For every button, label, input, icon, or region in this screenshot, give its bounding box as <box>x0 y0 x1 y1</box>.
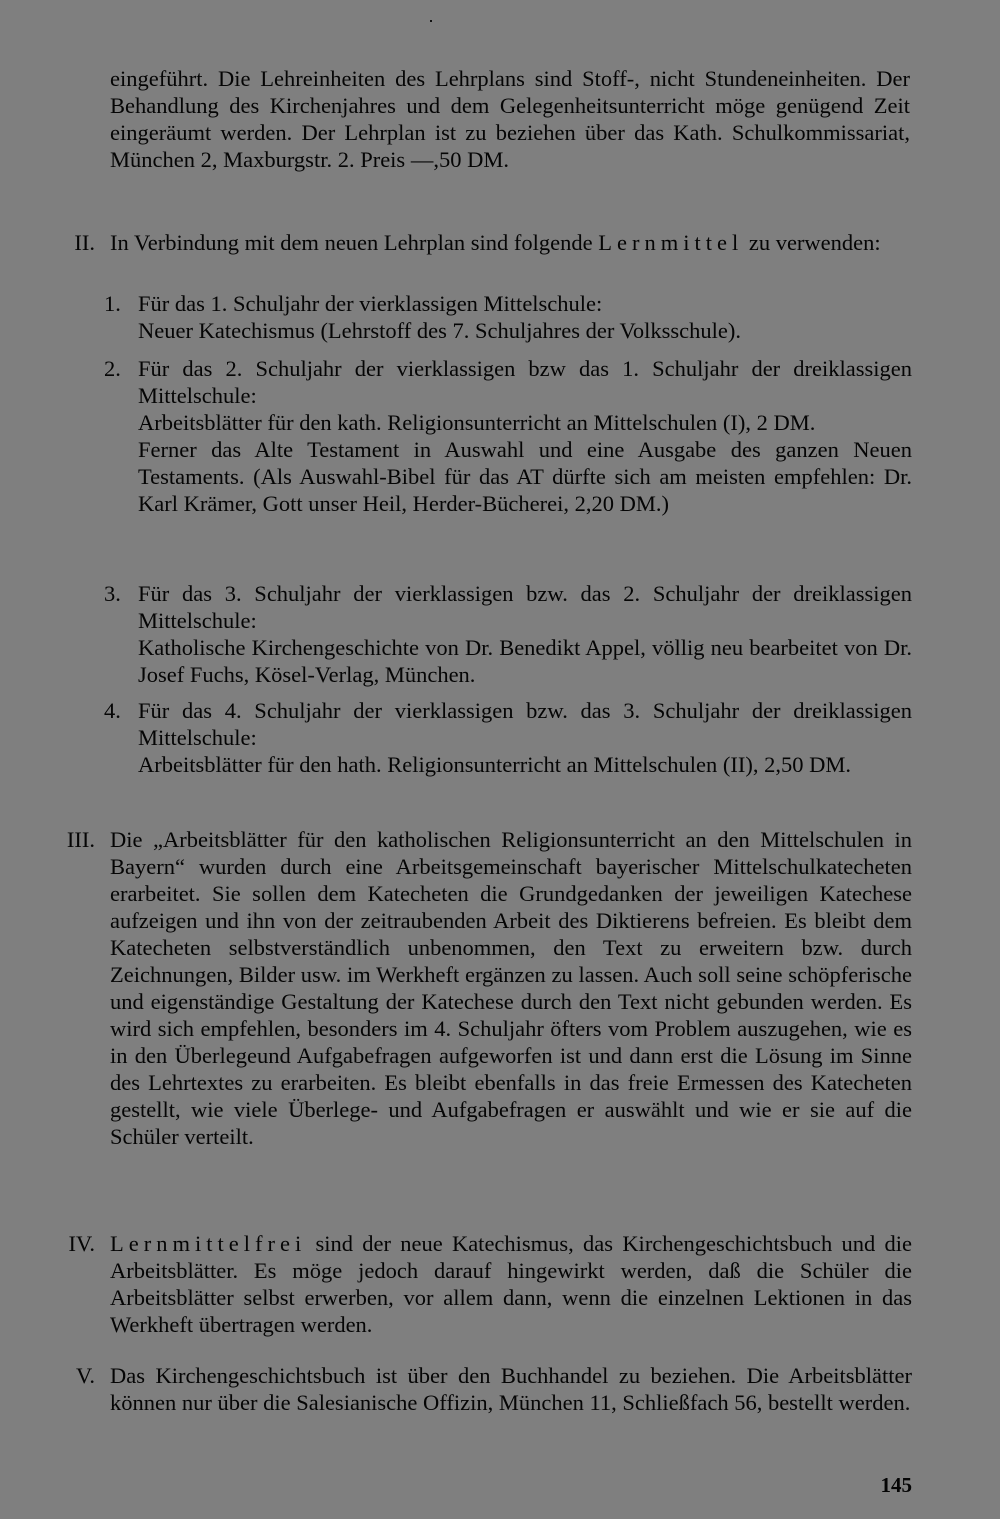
section-iv-spaced-term: Lernmittelfrei <box>110 1231 307 1256</box>
item-1-line-2: Neuer Katechismus (Lehrstoff des 7. Schuljahres der Volksschule). <box>138 318 741 343</box>
item-4-number: 4. <box>104 698 121 723</box>
section-iii-paragraph: Die „Arbeitsblätter für den katholischen Religionsunterricht an den Mittelschulen in Bayern“ wurden durch eine Arbeitsgemeinschaft bayerischer Mittelschulkatecheten erarbeitet. Sie sollen dem Katecheten die Grundgedanken der jeweiligen Katechese aufzeigen und ihn von der zeitraubenden Arbeit des Diktierens befreien. Es bleibt dem Katecheten selbstverständlich unbenommen, den Text zu erweitern bzw. durch Zeichnungen, Bilder usw. im Werkheft ergänzen zu lassen. Auch soll seine schöpferische und eigenständige Gestaltung der Katechese durch den Text nicht gebunden werden. Es wird sich empfehlen, besonders im 4. Schuljahr öfters vom Problem auszugehen, wie es in den Überlegeund Aufgabefragen aufgeworfen ist und dann erst die Lösung im Sinne des Lehrtextes zu erarbeiten. Es bleibt ebenfalls in das freie Ermessen des Katecheten gestellt, wie viele Überlege- und Aufgabefragen er auswählt und wie er sie auf die Schüler verteilt. <box>110 827 912 1149</box>
item-2-body <box>138 355 912 517</box>
section-ii-text-before: In Verbindung mit dem neuen Lehrplan sind folgende <box>110 230 599 255</box>
speck-mark <box>430 20 432 22</box>
page-number: 145 <box>880 1473 912 1497</box>
section-ii-intro <box>110 229 912 256</box>
section-iii-numeral: III. <box>66 827 95 852</box>
item-2-line-1: Für das 2. Schuljahr der vierklassigen bzw das 1. Schuljahr der dreiklassigen Mittelschule: <box>138 356 912 408</box>
item-2-line-2: Arbeitsblätter für den kath. Religionsunterricht an Mittelschulen (I), 2 DM. <box>138 410 816 435</box>
item-3-line-1: Für das 3. Schuljahr der vierklassigen bzw. das 2. Schuljahr der dreiklassigen Mittelschule: <box>138 581 912 633</box>
item-3-body <box>138 580 912 688</box>
section-iv-paragraph <box>110 1230 912 1338</box>
item-1-body <box>138 290 912 344</box>
item-1-line-1: Für das 1. Schuljahr der vierklassigen Mittelschule: <box>138 291 603 316</box>
item-3-line-2: Katholische Kirchengeschichte von Dr. Benedikt Appel, völlig neu bearbeitet von Dr. Josef Fuchs, Kösel-Verlag, München. <box>138 635 912 687</box>
item-4-body <box>138 697 912 778</box>
section-ii-text-after: zu verwenden: <box>743 230 881 255</box>
section-iv-text: sind der neue Katechismus, das Kirchengeschichtsbuch und die Arbeitsblätter. Es möge jedoch darauf hingewirkt werden, daß die Schüler die Arbeitsblätter selbst erwerben, vor allem dann, wenn die einzelnen Lektionen in das Werkheft übertragen werden. <box>110 1231 912 1337</box>
item-4-line-2: Arbeitsblätter für den hath. Religionsunterricht an Mittelschulen (II), 2,50 DM. <box>138 752 851 777</box>
item-3-number: 3. <box>104 581 121 606</box>
item-1-number: 1. <box>104 291 121 316</box>
section-ii-numeral: II. <box>74 230 95 255</box>
intro-paragraph: eingeführt. Die Lehreinheiten des Lehrplans sind Stoff-, nicht Stundeneinheiten. Der Behandlung des Kirchenjahres und dem Gelegenheitsunterricht möge genügend Zeit eingeräumt werden. Der Lehrplan ist zu beziehen über das Kath. Schulkommissariat, München 2, Maxburgstr. 2. Preis —,50 DM. <box>110 66 910 172</box>
section-v-paragraph: Das Kirchengeschichtsbuch ist über den Buchhandel zu beziehen. Die Arbeitsblätter können nur über die Salesianische Offizin, München 11, Schließfach 56, bestellt werden. <box>110 1363 912 1415</box>
section-v-numeral: V. <box>76 1363 95 1388</box>
item-4-line-1: Für das 4. Schuljahr der vierklassigen bzw. das 3. Schuljahr der dreiklassigen Mittelschule: <box>138 698 912 750</box>
item-2-number: 2. <box>104 356 121 381</box>
item-2-line-3: Ferner das Alte Testament in Auswahl und eine Ausgabe des ganzen Neuen Testaments. (Als Auswahl-Bibel für das AT dürfte sich am meisten empfehlen: Dr. Karl Krämer, Gott unser Heil, Herder-Bücherei, 2,20 DM.) <box>138 437 912 516</box>
section-ii-spaced-term: Lernmittel <box>598 230 744 255</box>
section-iv-numeral: IV. <box>68 1231 95 1256</box>
